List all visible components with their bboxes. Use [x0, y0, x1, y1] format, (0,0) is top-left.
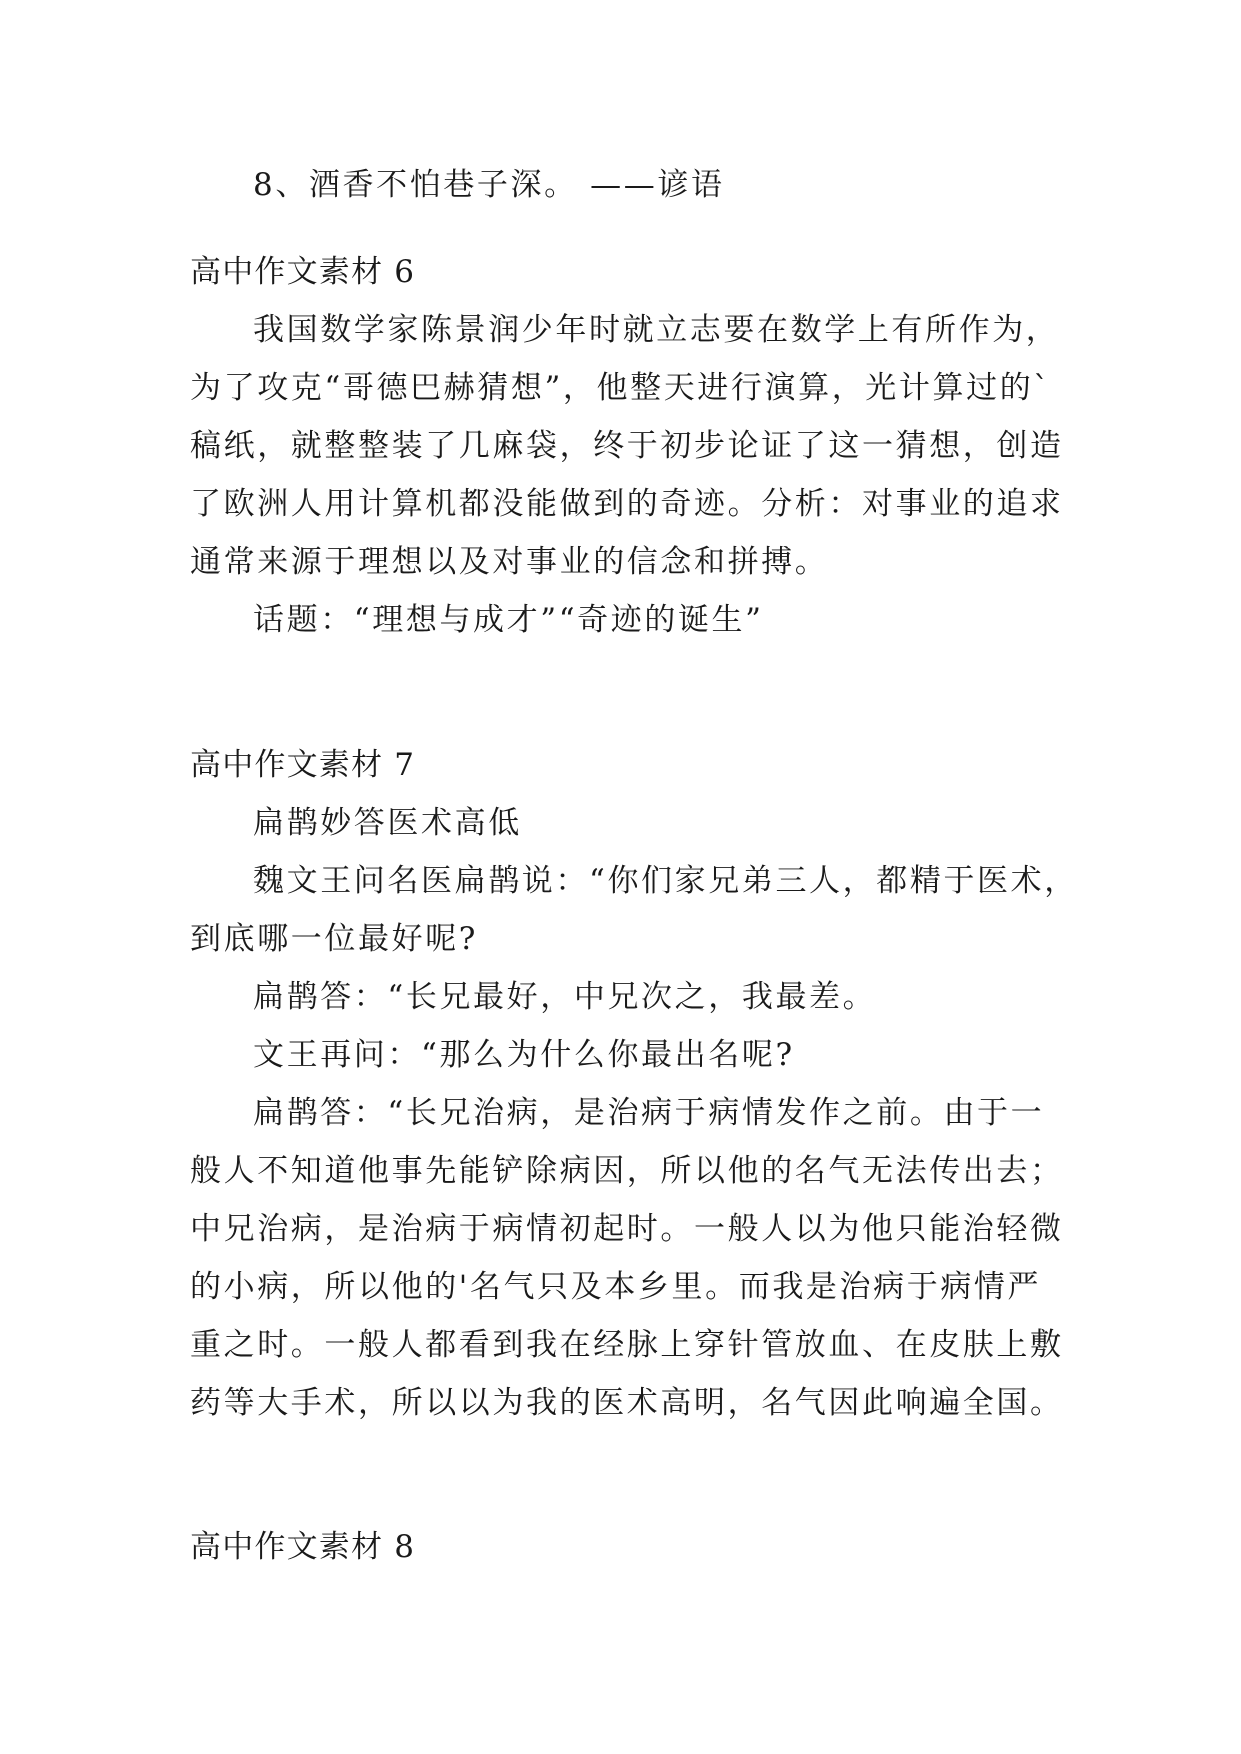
section-7-answer-line: 扁鹊答：“长兄最好，中兄次之，我最差。 — [253, 979, 877, 1015]
section-7-question-line: 魏文王问名医扁鹊说：“你们家兄弟三人，都精于医术， — [253, 863, 1078, 899]
section-7-answer2-line: 中兄治病，是治病于病情初起时。一般人以为他只能治轻微 — [190, 1211, 1064, 1247]
section-6-paragraph-line: 为了攻克“哥德巴赫猜想”，他整天进行演算，光计算过的` — [190, 370, 1052, 406]
section-7-answer2-line: 药等大手术，所以以为我的医术高明，名气因此响遍全国。 — [190, 1385, 1064, 1421]
section-7-heading: 高中作文素材 7 — [190, 747, 416, 783]
section-6-topic-line: 话题：“理想与成才”“奇迹的诞生” — [253, 602, 764, 638]
section-6-paragraph-line: 通常来源于理想以及对事业的信念和拼搏。 — [190, 544, 829, 580]
section-7-question-line: 到底哪一位最好呢? — [190, 921, 479, 957]
section-7-title: 扁鹊妙答医术高低 — [253, 805, 522, 841]
section-7-question2-line: 文王再问：“那么为什么你最出名呢? — [253, 1037, 795, 1073]
proverb-line: 8、酒香不怕巷子深。 ——谚语 — [253, 167, 725, 203]
section-7-answer2-line: 重之时。一般人都看到我在经脉上穿针管放血、在皮肤上敷 — [190, 1327, 1064, 1363]
section-6-paragraph-line: 稿纸，就整整装了几麻袋，终于初步论证了这一猜想，创造 — [190, 428, 1064, 464]
section-6-paragraph-line: 了欧洲人用计算机都没能做到的奇迹。分析：对事业的追求 — [190, 486, 1064, 522]
section-6-paragraph-line: 我国数学家陈景润少年时就立志要在数学上有所作为， — [253, 312, 1060, 348]
section-7-answer2-line: 的小病，所以他的'名气只及本乡里。而我是治病于病情严 — [190, 1269, 1042, 1305]
section-6-heading: 高中作文素材 6 — [190, 254, 416, 290]
section-7-answer2-line: 般人不知道他事先能铲除病因，所以他的名气无法传出去； — [190, 1153, 1064, 1189]
section-8-heading: 高中作文素材 8 — [190, 1529, 416, 1565]
section-7-answer2-line: 扁鹊答：“长兄治病，是治病于病情发作之前。由于一 — [253, 1095, 1045, 1131]
